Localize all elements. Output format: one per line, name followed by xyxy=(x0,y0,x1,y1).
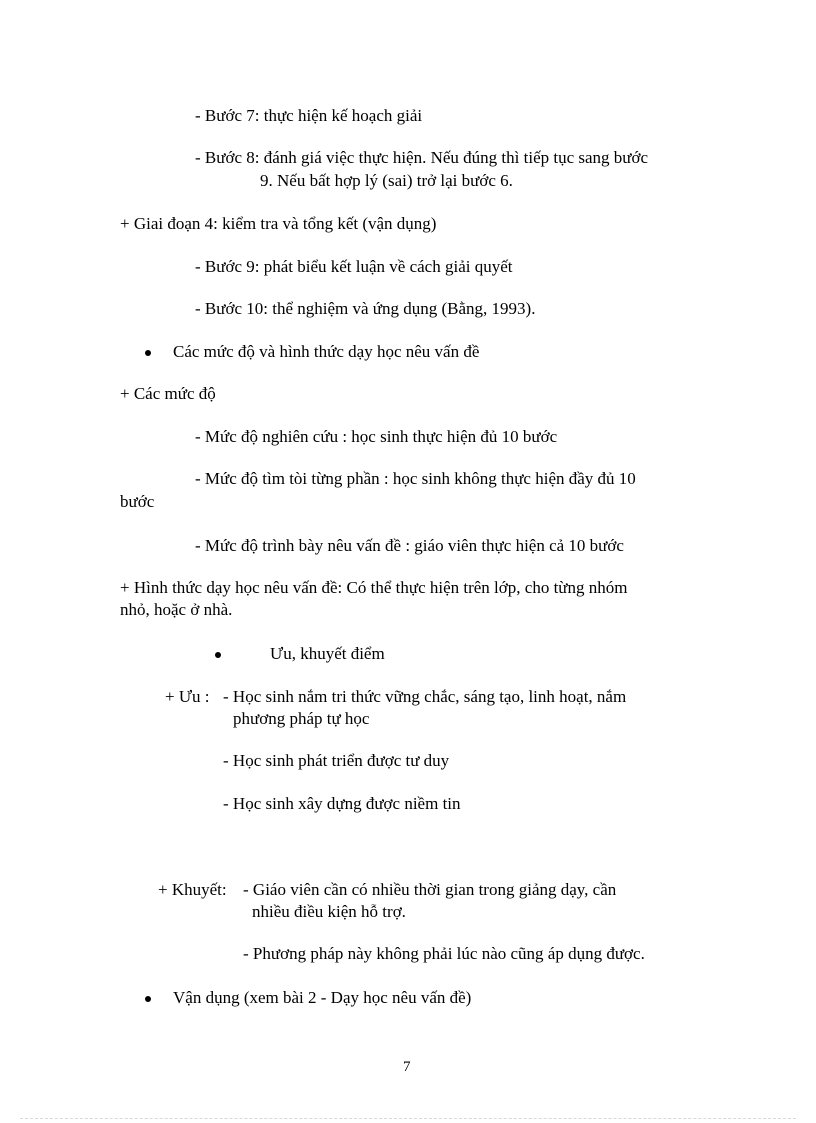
level-partial-search-line-2: bước xyxy=(120,492,155,511)
level-partial-search-line-1: - Mức độ tìm tòi từng phần : học sinh không thực hiện đầy đủ 10 xyxy=(195,469,636,488)
bullet-icon xyxy=(145,996,151,1002)
levels-forms-bullet: Các mức độ và hình thức dạy học nêu vấn đề xyxy=(173,342,480,361)
level-presentation: - Mức độ trình bày nêu vấn đề : giáo viên thực hiện cả 10 bước xyxy=(195,536,624,555)
forms-line-2: nhỏ, hoặc ở nhà. xyxy=(120,600,233,619)
level-research: - Mức độ nghiên cứu : học sinh thực hiện đủ 10 bước xyxy=(195,427,558,446)
step-9: - Bước 9: phát biểu kết luận về cách giải quyết xyxy=(195,257,513,276)
pros-cons-bullet: Ưu, khuyết điểm xyxy=(270,644,385,663)
step-8-line-2: 9. Nếu bất hợp lý (sai) trở lại bước 6. xyxy=(260,171,513,190)
con-1-line-2: nhiều điều kiện hỗ trợ. xyxy=(252,902,406,921)
step-10: - Bước 10: thể nghiệm và ứng dụng (Bằng, 1993). xyxy=(195,299,536,318)
con-2: - Phương pháp này không phải lúc nào cũng áp dụng được. xyxy=(243,944,645,963)
application-bullet: Vận dụng (xem bài 2 - Dạy học nêu vấn đề) xyxy=(173,988,472,1007)
pro-3: - Học sinh xây dựng được niềm tin xyxy=(223,794,461,813)
forms-line-1: + Hình thức dạy học nêu vấn đề: Có thể thực hiện trên lớp, cho từng nhóm xyxy=(120,578,628,597)
levels-heading: + Các mức độ xyxy=(120,384,216,403)
cons-label: + Khuyết: xyxy=(158,880,227,899)
stage-4-heading: + Giai đoạn 4: kiểm tra và tổng kết (vận dụng) xyxy=(120,214,437,233)
pro-2: - Học sinh phát triển được tư duy xyxy=(223,751,450,770)
page-bottom-divider xyxy=(20,1118,796,1119)
pro-1-line-1: - Học sinh nắm tri thức vững chắc, sáng tạo, linh hoạt, nắm xyxy=(223,687,627,706)
bullet-icon xyxy=(215,652,221,658)
pro-1-line-2: phương pháp tự học xyxy=(233,709,370,728)
step-8-line-1: - Bước 8: đánh giá việc thực hiện. Nếu đúng thì tiếp tục sang bước xyxy=(195,148,649,167)
bullet-icon xyxy=(145,350,151,356)
pros-label: + Ưu : xyxy=(165,687,210,706)
step-7: - Bước 7: thực hiện kế hoạch giải xyxy=(195,106,423,125)
page-number: 7 xyxy=(403,1059,411,1075)
con-1-line-1: - Giáo viên cần có nhiều thời gian trong giảng dạy, cần xyxy=(243,880,617,899)
